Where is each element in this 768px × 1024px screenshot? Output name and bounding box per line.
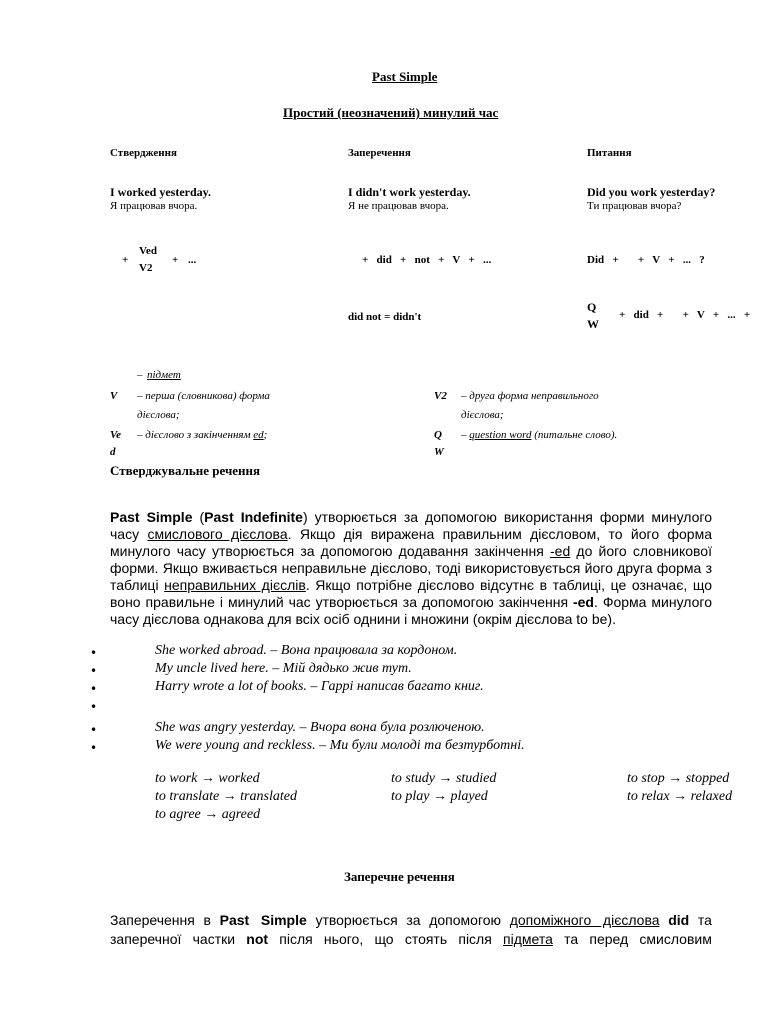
affirmative-formula-v2: V2 xyxy=(139,262,153,274)
para-text: . Якщо потрібне дієслово відсутнє в таблиці, це означає, що воно правильне і минулий час утворюється за допомогою закінчення xyxy=(110,577,712,610)
question-formula: Did + + V + ... ? xyxy=(587,254,705,266)
legend-ved-text xyxy=(137,429,267,441)
link-ed-ending[interactable]: -ed xyxy=(550,543,571,559)
term-past-simple: Past Simple xyxy=(219,912,307,928)
section-heading-negative: Заперечне речення xyxy=(344,869,455,884)
para-text: до його словникової форми. Якщо вживається неправильне дієслово, тоді використовується його друга форма з таблиці xyxy=(110,543,712,593)
link-auxiliary-verb[interactable]: допоміжного дієслова xyxy=(509,912,660,928)
legend-qw-symbol-2: W xyxy=(434,446,444,458)
para-text: . Якщо дія виражена правильним дієсловом, то його форма минулого часу утворюється за допомогою додавання закінчення xyxy=(110,526,712,559)
affirmative-formula-plus: + xyxy=(122,254,129,266)
negative-formula: + did + not + V + ... xyxy=(362,254,492,266)
page-subtitle: Простий (неозначений) минулий час xyxy=(283,105,499,120)
bullet-dot: • xyxy=(90,723,98,737)
term-past-indefinite: Past Indefinite xyxy=(204,509,303,525)
legend-ved-desc: дієслово з закінченням xyxy=(145,429,251,441)
para-word: допомогою xyxy=(429,912,502,928)
para-word: заперечної xyxy=(110,931,182,947)
affirmative-example-en: I worked yesterday. xyxy=(110,185,211,199)
question-formula-q: Q xyxy=(587,300,597,314)
para-word: за xyxy=(406,912,421,928)
affirmative-formula-plus2: + xyxy=(172,254,179,266)
para-text: ( xyxy=(192,509,205,525)
negative-paragraph-line2 xyxy=(110,931,712,947)
para-word: смисловим xyxy=(639,931,712,947)
verb-form: to agree → agreed xyxy=(155,807,261,822)
legend-v2-dash: – xyxy=(461,390,467,402)
legend-v-text1: перша (словникова) форма xyxy=(145,390,270,402)
legend-ved-symbol-2: d xyxy=(110,446,116,458)
question-formula-2: + did + + V + ... + xyxy=(619,309,751,321)
bullet-dot: • xyxy=(90,700,98,714)
negative-contraction: did not = didn't xyxy=(348,311,422,323)
legend-v2-line1 xyxy=(461,390,599,402)
legend-subject-dash: – xyxy=(137,369,143,381)
para-word: частки xyxy=(192,931,236,947)
verb-form: to relax → relaxed xyxy=(627,789,733,804)
legend-subject: підмет xyxy=(147,369,181,381)
para-word: та xyxy=(697,912,712,928)
legend-v-symbol: V xyxy=(110,390,118,402)
para-word: після xyxy=(458,931,492,947)
para-text: ) утворюється за допомогою використання форми минулого часу xyxy=(110,509,712,542)
bullet-dot: • xyxy=(90,741,98,755)
example-item: My uncle lived here. – Мій дядько жив тут. xyxy=(155,661,412,676)
bullet-dot: • xyxy=(90,682,98,696)
legend-qw-dash: – xyxy=(461,429,467,441)
example-item: She worked abroad. – Вона працювала за кордоном. xyxy=(155,643,458,658)
verb-form: to study → studied xyxy=(391,771,497,786)
verb-form: to stop → stopped xyxy=(627,771,730,786)
header-negative: Заперечення xyxy=(348,147,411,159)
question-example-en: Did you work yesterday? xyxy=(587,185,716,199)
para-text: . Форма минулого часу дієслова однакова для всіх осіб однини і множини (окрім дієслова to be). xyxy=(110,594,712,627)
term-ed: -ed xyxy=(572,594,594,610)
affirmative-formula-dots: ... xyxy=(188,254,197,266)
link-irregular-verbs[interactable]: неправильних дієслів xyxy=(164,577,306,593)
affirmative-paragraph xyxy=(110,509,712,628)
para-word: нього, xyxy=(323,931,364,947)
negative-paragraph-line1 xyxy=(110,912,712,928)
link-main-verb[interactable]: смислового дієслова xyxy=(147,526,288,542)
negative-example-en: I didn't work yesterday. xyxy=(348,185,471,199)
verb-form: to work → worked xyxy=(155,771,260,786)
legend-v-line2: дієслова; xyxy=(137,409,180,421)
verb-form: to translate → translated xyxy=(155,789,297,804)
legend-qw-text xyxy=(461,429,617,441)
para-word: що xyxy=(374,931,394,947)
para-word: стоять xyxy=(404,931,448,947)
legend-v2-text1: друга форма неправильного xyxy=(469,390,599,402)
para-word: перед xyxy=(589,931,629,947)
affirmative-example-uk: Я працював вчора. xyxy=(110,200,198,212)
example-item: Harry wrote a lot of books. – Гаррі написав багато книг. xyxy=(155,679,484,694)
bullet-dot: • xyxy=(90,664,98,678)
affirmative-formula-ved: Ved xyxy=(139,245,157,257)
para-word: в xyxy=(203,912,211,928)
header-affirmative: Ствердження xyxy=(110,147,177,159)
legend-qw-rest: (питальне слово). xyxy=(534,429,618,441)
legend-v-dash: – xyxy=(137,390,143,402)
question-example-uk: Ти працював вчора? xyxy=(587,200,682,212)
link-subject[interactable]: підмета xyxy=(503,931,553,947)
legend-v-line1 xyxy=(137,390,270,402)
legend-qw-word: question word xyxy=(469,429,532,441)
term-past-simple: Past Simple xyxy=(110,509,193,525)
para-word: та xyxy=(564,931,579,947)
legend-ved-symbol-1: Ve xyxy=(110,429,121,441)
example-item: She was angry yesterday. – Вчора вона була розлюченою. xyxy=(155,720,485,735)
term-did: did xyxy=(668,912,690,928)
legend-ved-semi: ; xyxy=(263,429,268,441)
para-word: після xyxy=(279,931,313,947)
legend-qw-symbol-1: Q xyxy=(434,429,442,441)
term-not: not xyxy=(246,931,269,947)
page-title: Past Simple xyxy=(372,69,438,84)
header-question: Питання xyxy=(587,147,632,159)
example-item: We were young and reckless. – Ми були молоді та безтурботні. xyxy=(155,738,525,753)
section-heading-affirmative: Стверджувальне речення xyxy=(110,463,261,478)
legend-ved-ed: ed xyxy=(253,429,264,441)
question-formula-w: W xyxy=(587,317,599,331)
negative-example-uk: Я не працював вчора. xyxy=(348,200,449,212)
bullet-dot: • xyxy=(90,646,98,660)
legend-ved-dash: – xyxy=(137,429,143,441)
legend-v2-symbol: V2 xyxy=(434,390,447,402)
para-word: утворюється xyxy=(315,912,398,928)
verb-form: to play → played xyxy=(391,789,488,804)
para-word: Заперечення xyxy=(110,912,195,928)
legend-v2-line2: дієслова; xyxy=(461,409,504,421)
